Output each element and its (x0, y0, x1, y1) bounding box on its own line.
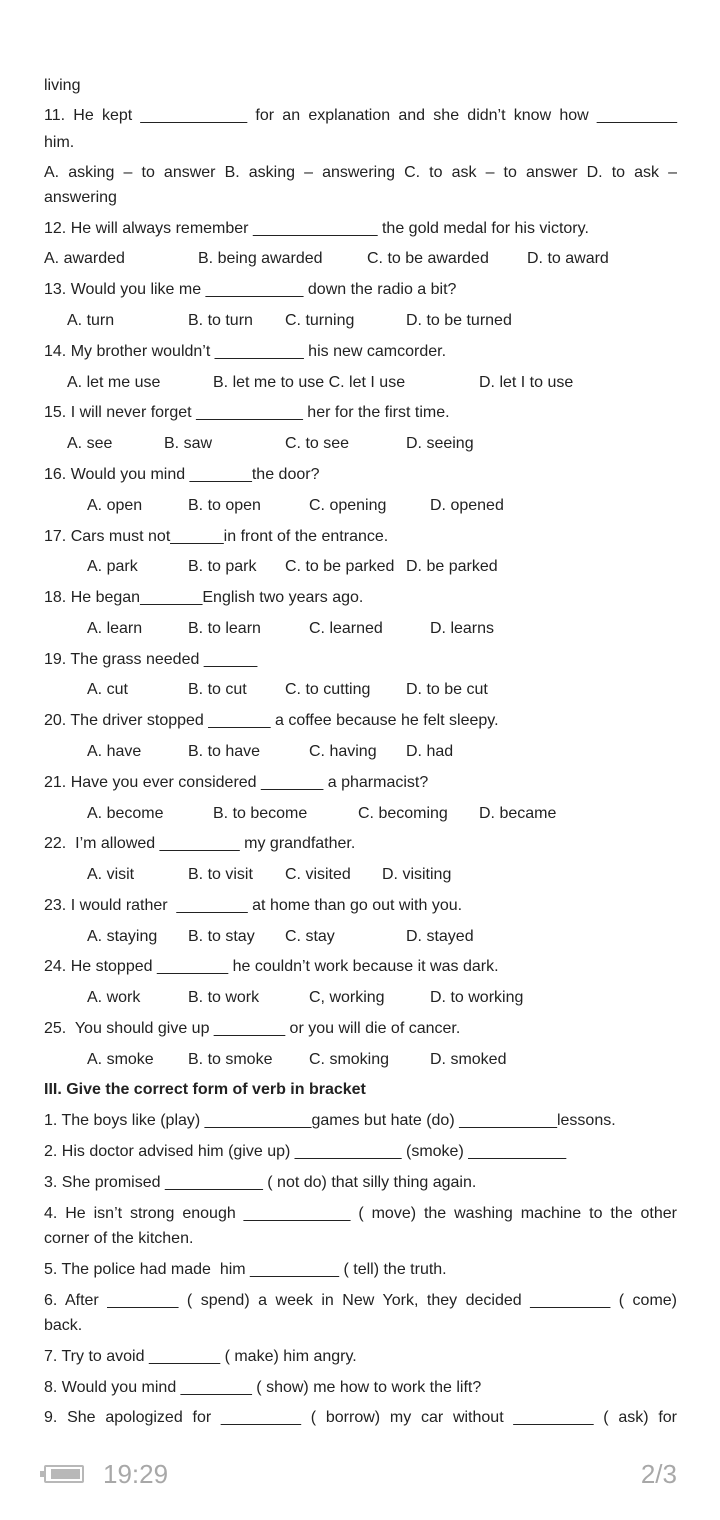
answer-option: A. smoke (87, 1051, 154, 1068)
answer-option: A. staying (87, 928, 158, 945)
answer-option: A. open (87, 497, 143, 514)
answer-option: D. be parked (406, 558, 498, 575)
question-text: 17. Cars must not______in front of the entrance. (44, 528, 389, 545)
answer-option: D. opened (430, 497, 504, 514)
question-text: 4. He isn’t strong enough ____________ ( move) the washing machine to the other (44, 1205, 677, 1222)
answer-option: C. becoming (358, 805, 448, 822)
question-text: 1. The boys like (play) ____________games but hate (do) ___________lessons. (44, 1112, 616, 1129)
question-text: 5. The police had made him __________ ( tell) the truth. (44, 1261, 447, 1278)
answer-option: D. to be cut (406, 681, 488, 698)
answer-option: C. to be awarded (367, 250, 489, 267)
question-text: 18. He began_______English two years ago. (44, 589, 364, 606)
answer-option: B. saw (164, 435, 213, 452)
answer-option: A. awarded (44, 250, 125, 267)
question-text: 20. The driver stopped _______ a coffee because he felt sleepy. (44, 712, 499, 729)
question-text: 8. Would you mind ________ ( show) me how to work the lift? (44, 1379, 482, 1396)
question-text: 16. Would you mind _______the door? (44, 466, 320, 483)
answer-option: D. stayed (406, 928, 474, 945)
answer-option: A. learn (87, 620, 143, 637)
question-text: 23. I would rather ________ at home than go out with you. (44, 897, 463, 914)
answer-option: D. smoked (430, 1051, 507, 1068)
question-text: 2. His doctor advised him (give up) ____________ (smoke) ___________ (44, 1143, 567, 1160)
reader-status-bar (0, 1455, 720, 1495)
answer-option: B. to visit (188, 866, 253, 883)
answer-option: B. to open (188, 497, 261, 514)
answer-option: C, working (309, 989, 385, 1006)
answer-option: B. to stay (188, 928, 255, 945)
answer-option: B. to have (188, 743, 261, 760)
question-text: 9. She apologized for _________ ( borrow) my car without _________ ( ask) for (44, 1409, 677, 1426)
question-text: answering (44, 189, 117, 206)
question-text: 21. Have you ever considered _______ a pharmacist? (44, 774, 429, 791)
answer-option: B. to park (188, 558, 257, 575)
question-text: A. asking – to answer B. asking – answering C. to ask – to answer D. to ask – (44, 164, 677, 181)
answer-option: D. had (406, 743, 454, 760)
answer-option: B. to turn (188, 312, 253, 329)
answer-option: A. become (87, 805, 164, 822)
answer-option: B. being awarded (198, 250, 323, 267)
question-text: corner of the kitchen. (44, 1230, 194, 1247)
question-text: him. (44, 134, 75, 151)
question-text: 3. She promised ___________ ( not do) that silly thing again. (44, 1174, 477, 1191)
answer-option: B. to work (188, 989, 260, 1006)
answer-option: C. to cutting (285, 681, 371, 698)
answer-option: A. cut (87, 681, 128, 698)
question-text: 7. Try to avoid ________ ( make) him angry. (44, 1348, 357, 1365)
answer-option: D. learns (430, 620, 495, 637)
answer-option: D. visiting (382, 866, 452, 883)
section-heading: III. Give the correct form of verb in bracket (44, 1081, 366, 1098)
answer-option: C. stay (285, 928, 335, 945)
answer-option: C. smoking (309, 1051, 390, 1068)
answer-option: D. to be turned (406, 312, 512, 329)
question-text: 24. He stopped ________ he couldn’t work because it was dark. (44, 958, 499, 975)
answer-option: B. to cut (188, 681, 247, 698)
text-line: living (44, 77, 81, 94)
answer-option: C. having (309, 743, 377, 760)
question-text: 6. After ________ ( spend) a week in New York, they decided _________ ( come) (44, 1292, 677, 1309)
answer-option: D. to award (527, 250, 609, 267)
answer-option: C. visited (285, 866, 351, 883)
answer-option: C. to see (285, 435, 350, 452)
answer-option: C. opening (309, 497, 387, 514)
battery-icon (44, 1465, 84, 1483)
question-text: 13. Would you like me ___________ down the radio a bit? (44, 281, 457, 298)
answer-option: C. learned (309, 620, 383, 637)
question-text: 14. My brother wouldn’t __________ his new camcorder. (44, 343, 447, 360)
question-text: 22. I’m allowed _________ my grandfather. (44, 835, 356, 852)
answer-option: B. let me to use C. let I use (213, 374, 406, 391)
question-text: 19. The grass needed ______ (44, 651, 258, 668)
page-indicator: 2/3 (640, 1459, 677, 1489)
question-text: 11. He kept ____________ for an explanation and she didn’t know how _________ (44, 107, 677, 124)
question-text: 12. He will always remember ______________ the gold medal for his victory. (44, 220, 589, 237)
answer-option: A. work (87, 989, 141, 1006)
answer-option: C. turning (285, 312, 355, 329)
answer-option: A. park (87, 558, 138, 575)
answer-option: D. became (479, 805, 557, 822)
answer-option: A. visit (87, 866, 135, 883)
answer-option: D. seeing (406, 435, 474, 452)
question-text: 15. I will never forget ____________ her for the first time. (44, 404, 450, 421)
answer-option: A. let me use (67, 374, 161, 391)
answer-option: C. to be parked (285, 558, 395, 575)
answer-option: B. to learn (188, 620, 261, 637)
question-text: 25. You should give up ________ or you will die of cancer. (44, 1020, 461, 1037)
answer-option: A. see (67, 435, 113, 452)
answer-option: B. to become (213, 805, 308, 822)
answer-option: B. to smoke (188, 1051, 273, 1068)
question-text: back. (44, 1317, 83, 1334)
answer-option: A. have (87, 743, 142, 760)
clock-time: 19:29 (103, 1459, 169, 1489)
answer-option: A. turn (67, 312, 115, 329)
answer-option: D. let I to use (479, 374, 574, 391)
answer-option: D. to working (430, 989, 524, 1006)
